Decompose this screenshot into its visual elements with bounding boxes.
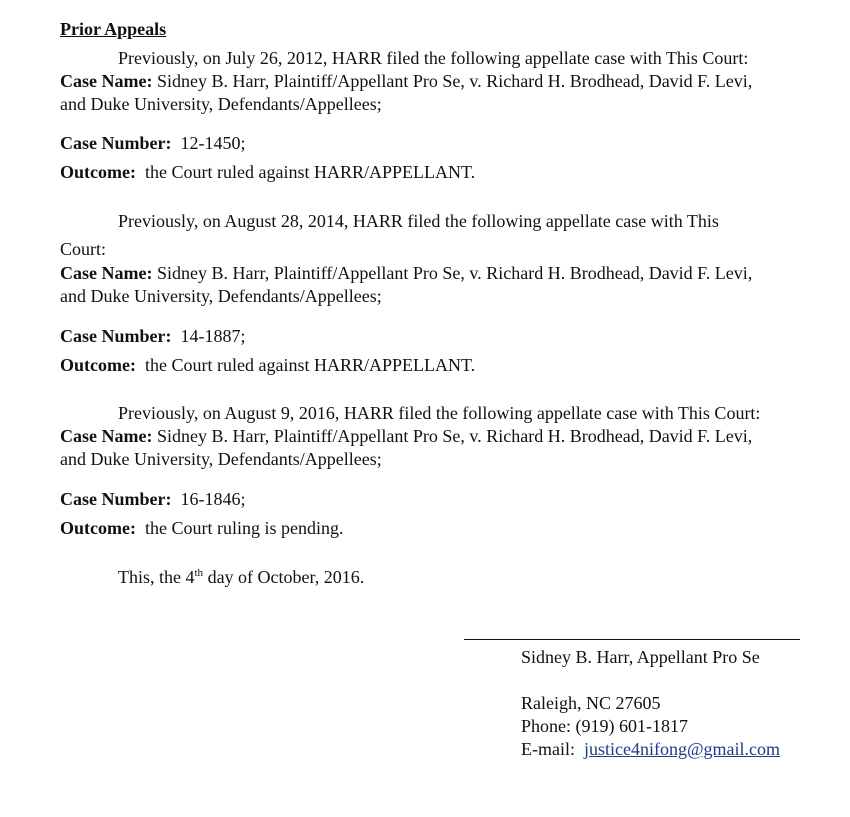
case-name-label: Case Name: [60,426,153,446]
case-number-value: 16-1846; [180,489,246,509]
appeal-1-case-name-cont: and Duke University, Defendants/Appellees; [60,94,382,114]
outcome-label: Outcome: [60,162,136,182]
appeal-2-case-number [60,325,245,347]
dateline-prefix: This, the 4 [118,567,195,587]
dateline-suffix: day of October, 2016. [203,567,365,587]
section-heading: Prior Appeals [60,19,167,39]
signature-email [521,738,780,760]
case-name-value: Sidney B. Harr, Plaintiff/Appellant Pro Se, v. Richard H. Brodhead, David F. Levi, [156,426,753,446]
email-label: E-mail: [521,739,584,759]
outcome-label: Outcome: [60,518,136,538]
case-number-label: Case Number: [60,133,172,153]
case-number-value: 12-1450; [180,133,246,153]
email-link[interactable]: justice4nifong@gmail.com [583,739,781,759]
dateline [118,566,364,588]
appeal-2-intro: Previously, on August 28, 2014, HARR filed the following appellate case with This [118,211,719,231]
outcome-value: the Court ruled against HARR/APPELLANT. [144,162,476,182]
outcome-label: Outcome: [60,355,136,375]
signature-line [464,639,800,640]
appeal-1-intro: Previously, on July 26, 2012, HARR filed the following appellate case with This Court: [118,48,749,68]
appeal-2-intro-cont: Court: [60,239,107,259]
case-number-label: Case Number: [60,326,172,346]
appeal-2-case-name-cont: and Duke University, Defendants/Appellees; [60,286,382,306]
dateline-ordinal: th [194,567,204,579]
appeal-3-case-name [60,425,752,447]
appeal-3-outcome [60,517,343,539]
case-name-label: Case Name: [60,263,153,283]
case-number-label: Case Number: [60,489,172,509]
appeal-3-case-name-cont: and Duke University, Defendants/Appellees; [60,449,382,469]
outcome-value: the Court ruled against HARR/APPELLANT. [144,355,476,375]
signature-phone: Phone: (919) 601-1817 [521,716,688,736]
case-name-value: Sidney B. Harr, Plaintiff/Appellant Pro Se, v. Richard H. Brodhead, David F. Levi, [156,263,753,283]
signature-name: Sidney B. Harr, Appellant Pro Se [521,647,760,667]
appeal-1-case-number [60,132,245,154]
case-name-label: Case Name: [60,71,153,91]
signature-city: Raleigh, NC 27605 [521,693,661,713]
appeal-2-case-name [60,262,752,284]
case-name-value: Sidney B. Harr, Plaintiff/Appellant Pro Se, v. Richard H. Brodhead, David F. Levi, [156,71,753,91]
appeal-3-case-number [60,488,245,510]
case-number-value: 14-1887; [180,326,246,346]
appeal-1-case-name [60,70,752,92]
outcome-value: the Court ruling is pending. [144,518,344,538]
appeal-3-intro: Previously, on August 9, 2016, HARR filed the following appellate case with This Court: [118,403,761,423]
appeal-1-outcome [60,161,475,183]
appeal-2-outcome [60,354,475,376]
